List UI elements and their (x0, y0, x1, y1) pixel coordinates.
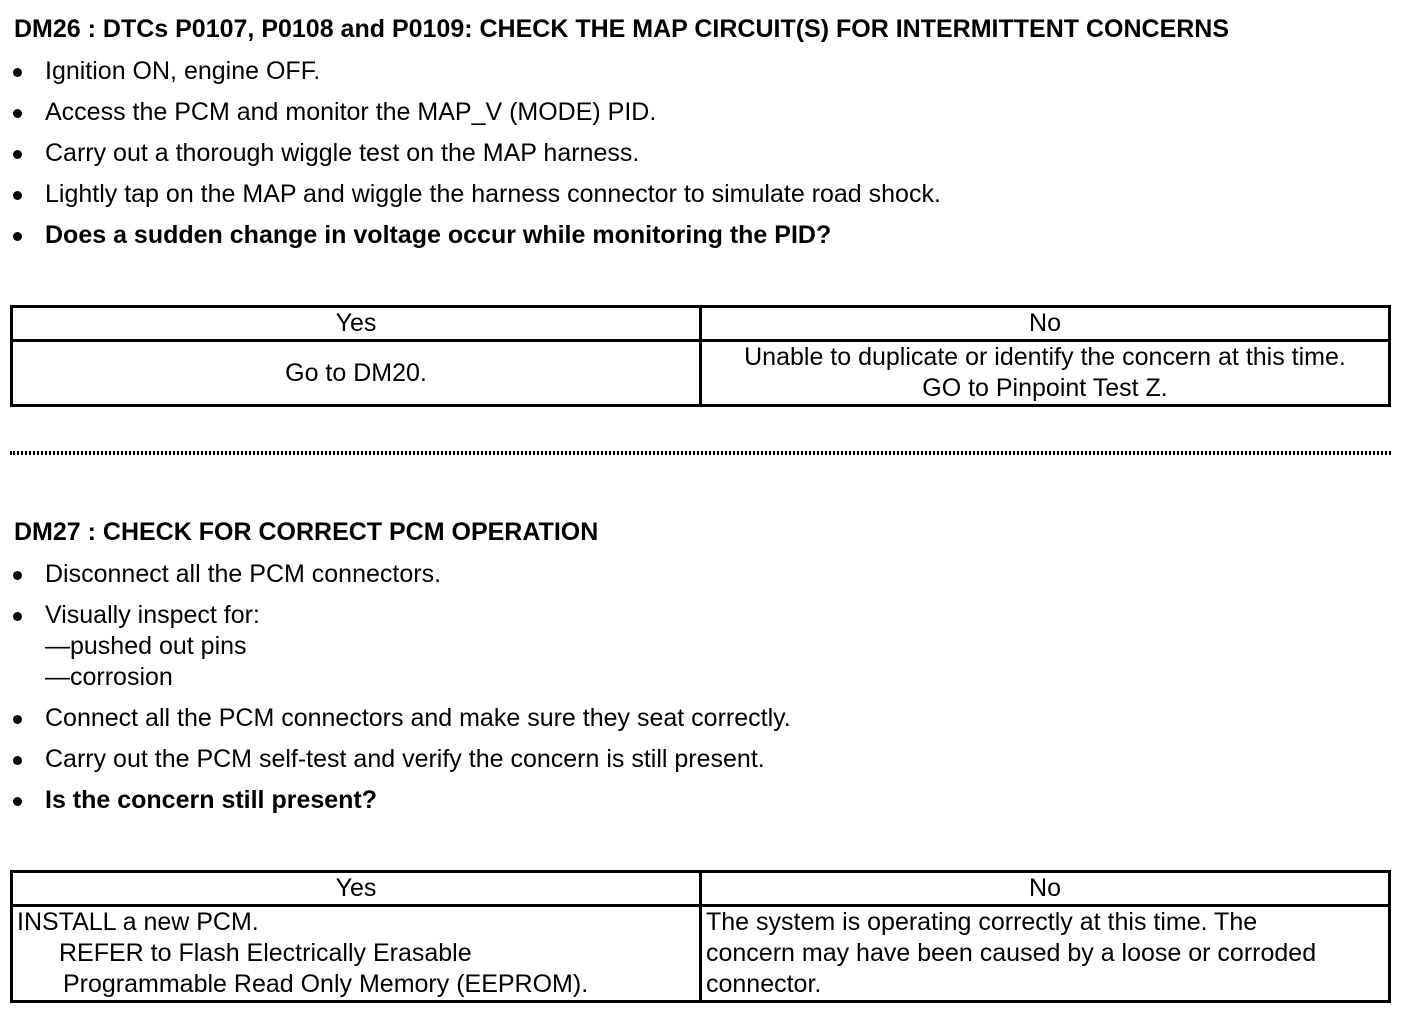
bullet-icon (13, 571, 22, 580)
dm26-result-table (10, 305, 1391, 407)
no-action-line: Unable to duplicate or identify the concern at this time. (744, 343, 1346, 371)
step-text: Lightly tap on the MAP and wiggle the harness connector to simulate road shock. (45, 180, 941, 208)
yes-header: Yes (12, 307, 701, 341)
question-item (0, 220, 941, 251)
yes-cell (12, 341, 701, 406)
step-text: Carry out the PCM self-test and verify the concern is still present. (45, 745, 765, 773)
bullet-icon (13, 150, 22, 159)
yes-action-line: INSTALL a new PCM. (17, 908, 259, 936)
bullet-icon (13, 797, 22, 806)
yes-action: Go to DM20. (285, 358, 427, 387)
bullet-icon (13, 612, 22, 621)
dm27-step-list (0, 559, 791, 826)
dm27-result-table (10, 870, 1391, 1003)
table-header-row (12, 307, 1390, 341)
dm26-heading: DM26 : DTCs P0107, P0108 and P0109: CHECK THE MAP CIRCUIT(S) FOR INTERMITTENT CONCERNS (14, 15, 1230, 43)
yes-cell (12, 906, 701, 1002)
list-item (0, 97, 941, 128)
bullet-icon (13, 68, 22, 77)
no-action-line: connector. (706, 970, 822, 998)
step-text: Ignition ON, engine OFF. (45, 57, 321, 85)
question-item (0, 785, 791, 816)
bullet-icon (13, 715, 22, 724)
step-text: Carry out a thorough wiggle test on the MAP harness. (45, 139, 640, 167)
no-action-line: The system is operating correctly at this time. The (706, 908, 1258, 936)
step-text: Visually inspect for: (45, 601, 260, 629)
no-action-link: GO to Pinpoint Test Z. (922, 374, 1168, 402)
yes-refer-line: REFER to Flash Electrically Erasable (59, 939, 472, 967)
question-text: Does a sudden change in voltage occur while monitoring the PID? (45, 221, 832, 249)
list-item (0, 703, 791, 734)
yes-header: Yes (12, 872, 701, 906)
dm27-heading: DM27 : CHECK FOR CORRECT PCM OPERATION (14, 518, 599, 546)
list-item (0, 138, 941, 169)
list-item (0, 600, 791, 693)
list-item (0, 179, 941, 210)
table-header-row (12, 872, 1390, 906)
list-item (0, 56, 941, 87)
no-cell (701, 906, 1390, 1002)
dm26-step-list (0, 56, 941, 261)
bullet-icon (13, 756, 22, 765)
step-text: Disconnect all the PCM connectors. (45, 560, 442, 588)
step-text: Access the PCM and monitor the MAP_V (MODE) PID. (45, 98, 657, 126)
bullet-icon (13, 232, 22, 241)
list-item (0, 559, 791, 590)
step-text: Connect all the PCM connectors and make sure they seat correctly. (45, 704, 791, 732)
table-row (12, 906, 1390, 1002)
yes-refer-line: Programmable Read Only Memory (EEPROM). (63, 970, 589, 998)
question-text: Is the concern still present? (45, 786, 378, 814)
inspect-subitem: —corrosion (45, 663, 173, 691)
bullet-icon (13, 109, 22, 118)
list-item (0, 744, 791, 775)
no-header: No (701, 307, 1390, 341)
table-row (12, 341, 1390, 406)
inspect-subitem: —pushed out pins (45, 632, 247, 660)
no-header: No (701, 872, 1390, 906)
section-divider (10, 451, 1391, 455)
bullet-icon (13, 191, 22, 200)
no-action-line: concern may have been caused by a loose or corroded (706, 939, 1317, 967)
no-cell (701, 341, 1390, 406)
